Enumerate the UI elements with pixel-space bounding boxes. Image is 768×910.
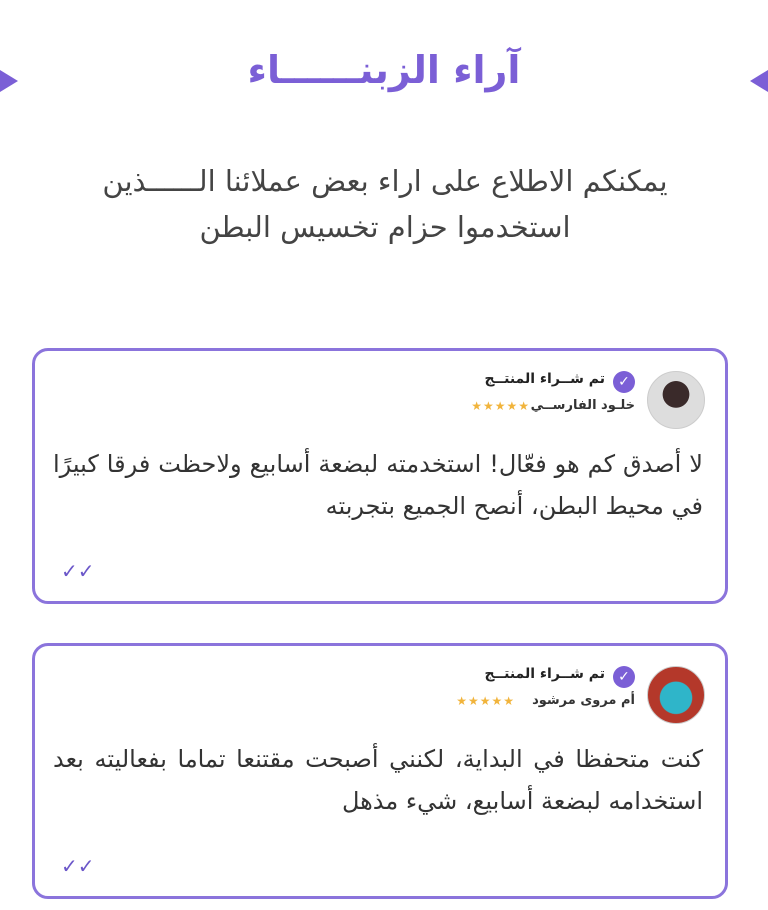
avatar [647,666,705,724]
star-rating: ★★★★★ [471,399,530,413]
review-text: لا أصدق كم هو فعّال! استخدمته لبضعة أسابيع ولاحظت فرقا كبيرًا في محيط البطن، أنصح الجميع بتجربته [53,450,703,520]
star-rating: ★★★★★ [456,694,515,708]
double-check-icon: ✓✓ [61,559,95,583]
verified-check-icon: ✓ [613,371,635,393]
review-text: كنت متحفظا في البداية، لكنني أصبحت مقتنعا تماما بفعاليته بعد استخدامه لبضعة أسابيع، شيء مذهل [53,745,703,815]
purchase-label: تم شــراء المنتــج [484,666,605,682]
reviewer-name: خلـود الفارســي [530,398,635,413]
section-title: آراء الزبنــــــاء [247,48,521,92]
section-subtitle: يمكنكم الاطلاع على اراء بعض عملائنا الــــــذين استخدموا حزام تخسيس البطن [102,164,668,244]
purchase-label: تم شــراء المنتــج [484,371,605,387]
review-card-2 [32,643,728,899]
avatar [647,371,705,429]
double-check-icon: ✓✓ [61,854,95,878]
review-card-1 [32,348,728,604]
reviewer-name: أم مروى مرشود [532,693,635,708]
verified-check-icon: ✓ [613,666,635,688]
